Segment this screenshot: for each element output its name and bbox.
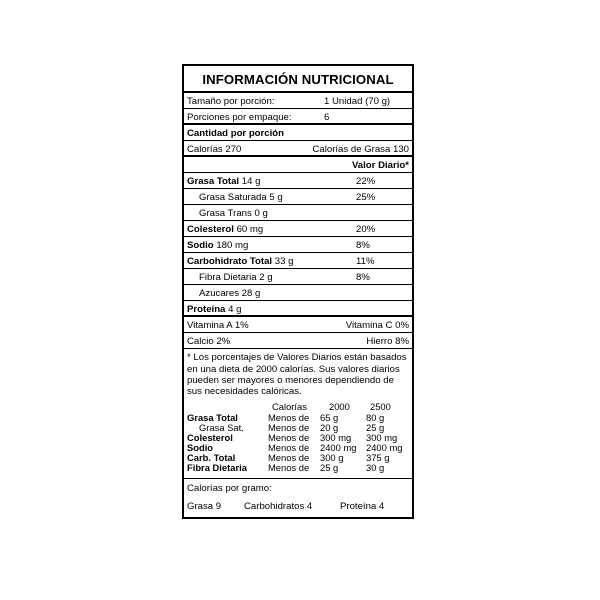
table-row-limit: Menos de xyxy=(268,411,310,423)
nutrient-name: Colesterol xyxy=(187,224,234,236)
nutrient-amount: 28 g xyxy=(241,288,261,300)
nutrient-pct: 20% xyxy=(356,224,376,236)
table-row-limit: Menos de xyxy=(268,461,310,473)
nutrient-row-cholesterol xyxy=(184,221,412,237)
servings-value: 6 xyxy=(324,112,330,124)
table-row-limit: Menos de xyxy=(268,431,310,443)
table-row-2500: 2400 mg xyxy=(366,441,403,453)
nutrient-amount: 5 g xyxy=(269,192,283,204)
nutrient-name: Sodio xyxy=(187,240,214,252)
fat-per-gram: Grasa 9 xyxy=(187,500,222,512)
fat-calories-label: Calorías de Grasa 130 xyxy=(312,144,409,156)
calories-label: Calorías 270 xyxy=(187,144,242,156)
table-row-2000: 300 mg xyxy=(320,431,352,443)
minerals-row xyxy=(184,333,412,349)
table-row-2500: 300 mg xyxy=(366,431,398,443)
footnote: * Los porcentajes de Valores Diarios están basados en una dieta de 2000 calorías. Sus valores diarios pueden ser mayores o menores dependiendo de sus necesidades calóricas. xyxy=(187,352,407,398)
table-row-name: Colesterol xyxy=(187,431,233,443)
table-header-calories: Calorías xyxy=(272,400,307,412)
table-row-2000: 20 g xyxy=(320,421,339,433)
table-row-name: Carb. Total xyxy=(187,451,236,463)
calories-per-gram-label: Calorías por gramo: xyxy=(187,482,272,494)
protein-per-gram: Proteína 4 xyxy=(340,500,385,512)
table-row-2000: 300 g xyxy=(320,451,344,463)
calcium: Calcio 2% xyxy=(187,336,231,348)
table-header-2000: 2000 xyxy=(329,400,350,412)
vitamin-c: Vitamina C 0% xyxy=(345,320,409,332)
nutrient-pct: 25% xyxy=(356,192,376,204)
table-header-2500: 2500 xyxy=(370,400,391,412)
label-title: INFORMACIÓN NUTRICIONAL xyxy=(184,66,412,93)
nutrient-name: Fibra Dietaria xyxy=(199,272,257,284)
table-row-2000: 2400 mg xyxy=(320,441,357,453)
carbs-per-gram: Carbohidratos 4 xyxy=(244,500,313,512)
daily-values-table xyxy=(184,400,412,479)
servings-label: Porciones por empaque: xyxy=(187,112,292,124)
calories-row xyxy=(184,141,412,157)
daily-value-header: Valor Diario* xyxy=(351,160,409,172)
vitamin-a: Vitamina A 1% xyxy=(187,320,249,332)
nutrient-row-saturated-fat xyxy=(184,189,412,205)
daily-value-header-row xyxy=(184,157,412,173)
calories-per-gram xyxy=(184,479,412,517)
nutrient-pct: 11% xyxy=(356,256,375,268)
table-row-name: Grasa Total xyxy=(187,411,238,423)
nutrient-name: Grasa Saturada xyxy=(199,192,267,204)
nutrient-pct: 22% xyxy=(356,176,376,188)
table-row-name: Grasa Sat. xyxy=(199,421,244,433)
nutrient-name: Azucares xyxy=(199,288,239,300)
nutrient-amount: 2 g xyxy=(259,272,273,284)
table-row-2000: 65 g xyxy=(320,411,339,423)
nutrient-amount: 14 g xyxy=(241,176,261,188)
nutrient-name: Grasa Trans xyxy=(199,208,252,220)
nutrient-pct: 8% xyxy=(356,272,370,284)
serving-size-row xyxy=(184,93,412,109)
amount-header-row xyxy=(184,125,412,141)
nutrient-name: Proteína xyxy=(187,304,226,316)
nutrient-row-trans-fat xyxy=(184,205,412,221)
serving-size-label: Tamaño por porción: xyxy=(187,96,275,108)
nutrient-amount: 33 g xyxy=(274,256,294,268)
nutrient-amount: 0 g xyxy=(254,208,268,220)
nutrient-row-total-fat xyxy=(184,173,412,189)
nutrition-facts-label xyxy=(182,64,414,519)
nutrient-amount: 60 mg xyxy=(236,224,264,236)
amount-header: Cantidad por porción xyxy=(187,128,285,140)
vitamins-row xyxy=(184,317,412,333)
table-row-2500: 80 g xyxy=(366,411,385,423)
nutrient-row-fiber xyxy=(184,269,412,285)
serving-size-value: 1 Unidad (70 g) xyxy=(324,96,391,108)
iron: Hierro 8% xyxy=(366,336,409,348)
nutrient-pct: 8% xyxy=(356,240,370,252)
table-row-2000: 25 g xyxy=(320,461,339,473)
table-row-name: Fibra Dietaria xyxy=(187,461,247,473)
nutrient-amount: 180 mg xyxy=(216,240,249,252)
table-row-2500: 30 g xyxy=(366,461,385,473)
table-row-limit: Menos de xyxy=(268,421,310,433)
nutrient-row-sodium xyxy=(184,237,412,253)
table-row-limit: Menos de xyxy=(268,451,310,463)
table-row-name: Sodio xyxy=(187,441,214,453)
table-row-2500: 25 g xyxy=(366,421,385,433)
nutrient-name: Carbohidrato Total xyxy=(187,256,273,268)
nutrient-name: Grasa Total xyxy=(187,176,240,188)
nutrient-row-sugars xyxy=(184,285,412,301)
servings-per-container-row xyxy=(184,109,412,125)
nutrient-amount: 4 g xyxy=(228,304,242,316)
table-row-limit: Menos de xyxy=(268,441,310,453)
nutrient-row-protein xyxy=(184,301,412,317)
nutrient-row-total-carbs xyxy=(184,253,412,269)
table-row-2500: 375 g xyxy=(366,451,390,463)
